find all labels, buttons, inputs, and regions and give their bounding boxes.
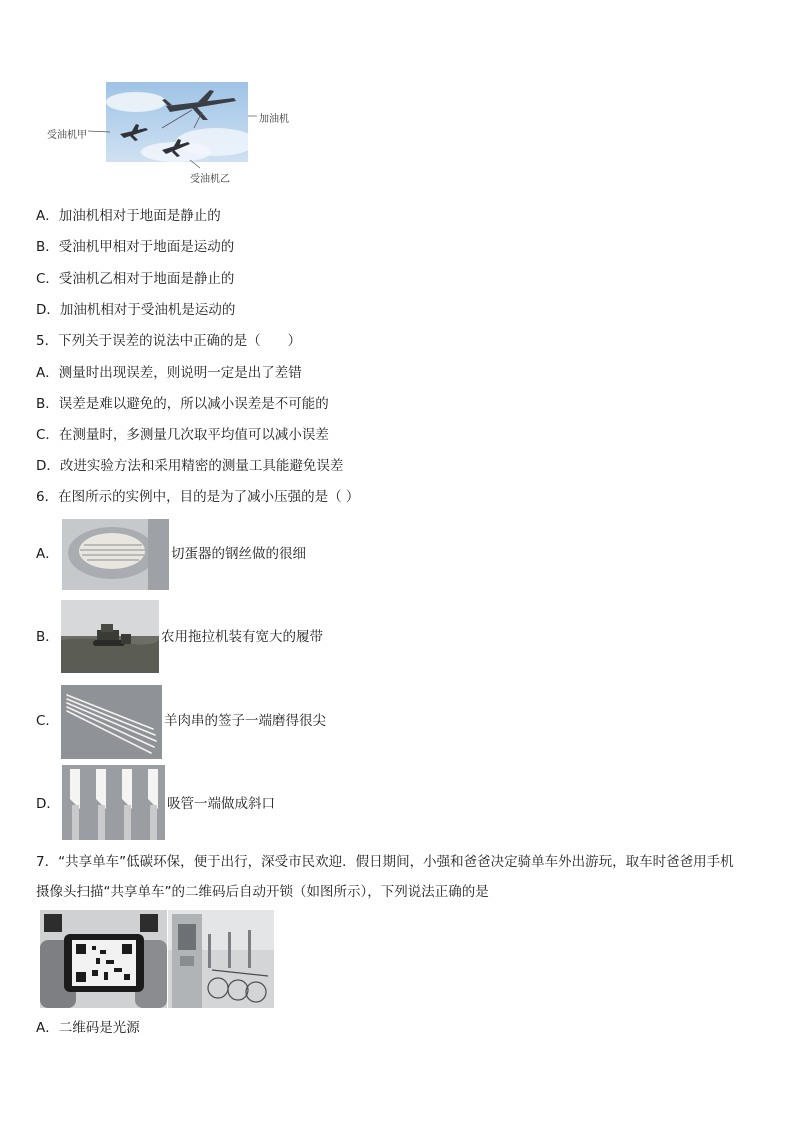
q4-option-c: C．受油机乙相对于地面是静止的 (36, 271, 235, 287)
q7-stem-line2: 摄像头扫描“共享单车”的二维码后自动开锁（如图所示），下列说法正确的是 (36, 884, 489, 900)
q4-option-d: D．加油机相对于受油机是运动的 (36, 302, 236, 318)
q5-option-c: C．在测量时，多测量几次取平均值可以减小误差 (36, 427, 329, 443)
straw-image (62, 765, 165, 840)
label-tanker: 加油机 (259, 114, 289, 125)
q6-option-d-text: 吸管一端做成斜口 (167, 796, 275, 812)
label-receiver-a: 受油机甲 (47, 130, 87, 141)
q6-option-b-letter: B． (36, 629, 59, 645)
q6-option-d-letter: D． (36, 796, 60, 812)
tractor-image (61, 600, 159, 673)
label-leaders (0, 0, 794, 200)
qr-scan-image (40, 910, 167, 1008)
q6-option-c-letter: C． (36, 713, 59, 729)
label-receiver-b: 受油机乙 (190, 174, 230, 185)
egg-slicer-image (62, 519, 169, 590)
q4-option-b: B．受油机甲相对于地面是运动的 (36, 239, 235, 255)
q4-option-a: A．加油机相对于地面是静止的 (36, 208, 221, 224)
q5-option-d: D．改进实验方法和采用精密的测量工具能避免误差 (36, 458, 344, 474)
q7-option-a: A．二维码是光源 (36, 1020, 140, 1036)
q6-option-a-letter: A． (36, 546, 59, 562)
q7-stem-line1: 7．“共享单车”低碳环保，便于出行，深受市民欢迎．假日期间，小强和爸爸决定骑单车外出游玩，取车时爸爸用手机 (36, 854, 734, 870)
q6-option-c-text: 羊肉串的签子一端磨得很尖 (164, 713, 326, 729)
q5-stem: 5．下列关于误差的说法中正确的是（ ） (36, 333, 302, 349)
q6-stem: 6．在图所示的实例中，目的是为了减小压强的是（ ） (36, 489, 360, 505)
bike-station-image (168, 910, 274, 1008)
q5-option-a: A．测量时出现误差，则说明一定是出了差错 (36, 365, 302, 381)
q6-option-a-text: 切蛋器的钢丝做的很细 (171, 546, 306, 562)
skewer-image (61, 685, 162, 759)
q5-option-b: B．误差是难以避免的，所以减小误差是不可能的 (36, 396, 329, 412)
q6-option-b-text: 农用拖拉机装有宽大的履带 (161, 629, 323, 645)
